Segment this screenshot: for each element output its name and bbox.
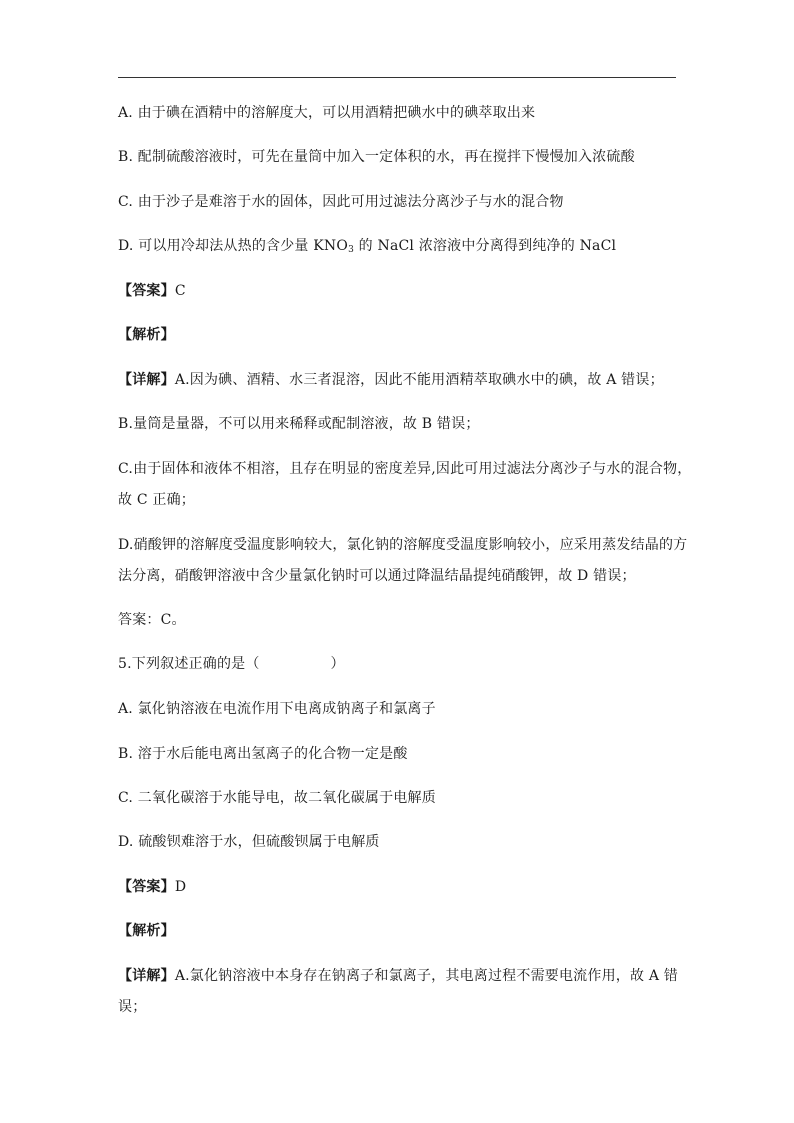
q4-final-answer: 答案：C。	[118, 612, 186, 628]
q5-analysis-label: 【解析】	[118, 923, 175, 939]
header-rule	[118, 77, 676, 78]
q4-option-d	[118, 236, 678, 256]
q4-detail-c-line2: 故 C 正确；	[118, 492, 196, 508]
q4-option-c: C. 由于沙子是难溶于水的固体，因此可用过滤法分离沙子与水的混合物	[118, 194, 564, 210]
q5-detail-a-text: A.氯化钠溶液中本身存在钠离子和氯离子，其电离过程不需要电流作用，故 A 错	[174, 968, 678, 984]
q5-option-d: D. 硫酸钡难溶于水，但硫酸钡属于电解质	[118, 834, 380, 850]
q5-option-c: C. 二氧化碳溶于水能导电，故二氧化碳属于电解质	[118, 790, 436, 806]
q4-detail-label: 【详解】	[118, 372, 175, 388]
q5-answer-value: D	[174, 879, 187, 895]
q4-option-d-text-post: 的 NaCl 浓溶液中分离得到纯净的 NaCl	[354, 238, 617, 254]
q4-answer-value: C	[174, 283, 186, 299]
q5-stem: 5.下列叙述正确的是（ ）	[118, 656, 345, 672]
q4-detail-a-text: A.因为碘、酒精、水三者混溶，因此不能用酒精萃取碘水中的碘，故 A 错误；	[174, 372, 664, 388]
q4-detail-d-line2: 法分离，硝酸钾溶液中含少量氯化钠时可以通过降温结晶提纯硝酸钾，故 D 错误；	[118, 568, 636, 584]
q4-detail-d-line1: D.硝酸钾的溶解度受温度影响较大，氯化钠的溶解度受温度影响较小，应采用蒸发结晶的方	[118, 537, 688, 553]
q5-answer	[118, 877, 678, 897]
q4-option-b: B. 配制硫酸溶液时，可先在量筒中加入一定体积的水，再在搅拌下慢慢加入浓硫酸	[118, 149, 635, 165]
q5-option-a: A. 氯化钠溶液在电流作用下电离成钠离子和氯离子	[118, 701, 436, 717]
q4-option-d-text-pre: D. 可以用冷却法从热的含少量 KNO	[118, 238, 349, 254]
q5-answer-label: 【答案】	[118, 879, 175, 895]
q4-detail-c-line1: C.由于固体和液体不相溶，且存在明显的密度差异,因此可用过滤法分离沙子与水的混合物，	[118, 461, 692, 477]
q4-detail-a	[118, 370, 678, 390]
q4-option-a: A. 由于碘在酒精中的溶解度大，可以用酒精把碘水中的碘萃取出来	[118, 105, 536, 121]
q4-detail-b: B.量筒是量器，不可以用来稀释或配制溶液，故 B 错误；	[118, 416, 480, 432]
q4-option-d-subscript: 3	[348, 245, 354, 255]
q5-detail-label: 【详解】	[118, 968, 175, 984]
q5-detail-a-line1	[118, 966, 678, 986]
q5-detail-a-line2: 误；	[118, 999, 147, 1015]
q5-option-b: B. 溶于水后能电离出氢离子的化合物一定是酸	[118, 746, 408, 762]
q4-answer	[118, 281, 678, 301]
q4-analysis-label: 【解析】	[118, 327, 175, 343]
q4-answer-label: 【答案】	[118, 283, 175, 299]
